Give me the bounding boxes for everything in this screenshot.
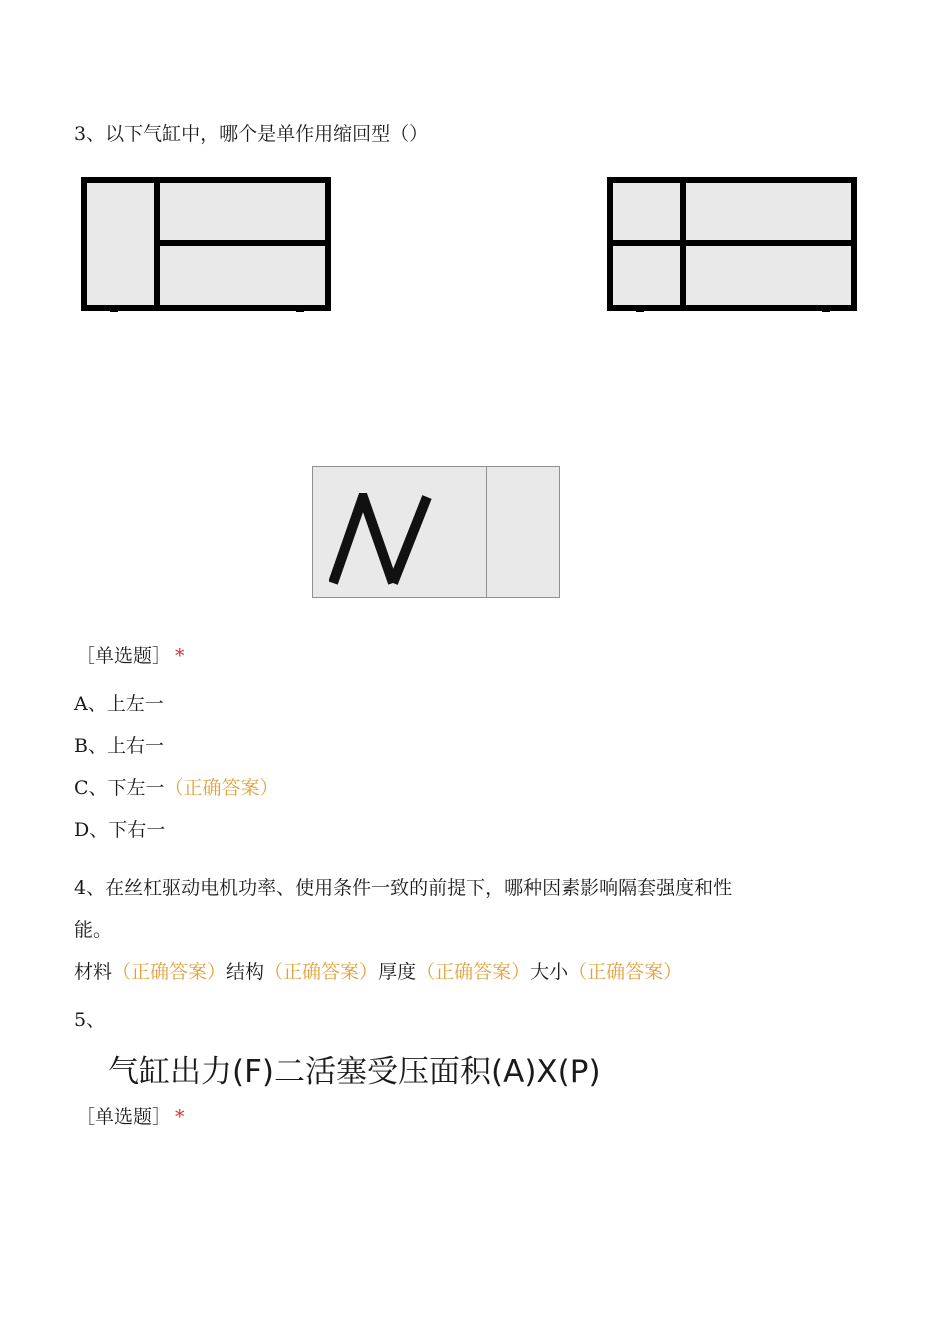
option-c[interactable] <box>74 776 279 800</box>
correct-answer-mark: （正确答案） <box>416 961 531 983</box>
port-mark-right <box>296 307 304 312</box>
answer-option[interactable]: 厚度 <box>378 961 417 983</box>
question-3-title: 3、以下气缸中，哪个是单作用缩回型（） <box>74 123 429 145</box>
correct-answer-mark: （正确答案） <box>112 961 227 983</box>
option-label: D、下右一 <box>74 819 166 841</box>
port-mark-left <box>110 307 118 312</box>
option-label: C、下左一 <box>74 777 165 799</box>
cylinder-symbol-lower <box>312 466 560 598</box>
symbol-divider <box>486 467 487 597</box>
correct-answer-mark: （正确答案） <box>568 961 683 983</box>
answer-option[interactable]: 材料 <box>74 961 113 983</box>
question-4-answers <box>74 960 682 984</box>
port-mark-right <box>822 307 830 312</box>
question-5-number: 5、 <box>74 1009 106 1031</box>
question-4-title-line2: 能。 <box>74 919 113 941</box>
answer-option[interactable]: 大小 <box>530 961 569 983</box>
correct-answer-mark: （正确答案） <box>164 777 279 799</box>
question-type-label <box>76 644 185 668</box>
option-b[interactable] <box>74 734 164 758</box>
required-star: * <box>175 645 185 667</box>
cylinder-symbol-upper-right <box>606 176 860 314</box>
question-5-formula: 气缸出力(F)二活塞受压面积(A)X(P) <box>108 1054 601 1090</box>
type-label-text: ［单选题］ <box>76 645 172 667</box>
option-label: B、上右一 <box>74 735 164 757</box>
port-mark-left <box>636 307 644 312</box>
spring-glyph-icon <box>329 493 433 585</box>
answer-option[interactable]: 结构 <box>226 961 265 983</box>
option-label: A、上左一 <box>74 693 164 715</box>
option-d[interactable] <box>74 818 165 842</box>
required-star: * <box>175 1106 185 1128</box>
cylinder-symbol-upper-left <box>80 176 334 314</box>
type-label-text: ［单选题］ <box>76 1106 172 1128</box>
option-a[interactable] <box>74 692 164 716</box>
correct-answer-mark: （正确答案） <box>264 961 379 983</box>
question-type-label <box>76 1105 185 1129</box>
question-4-title-line1: 4、在丝杠驱动电机功率、使用条件一致的前提下，哪种因素影响隔套强度和性 <box>74 877 733 899</box>
